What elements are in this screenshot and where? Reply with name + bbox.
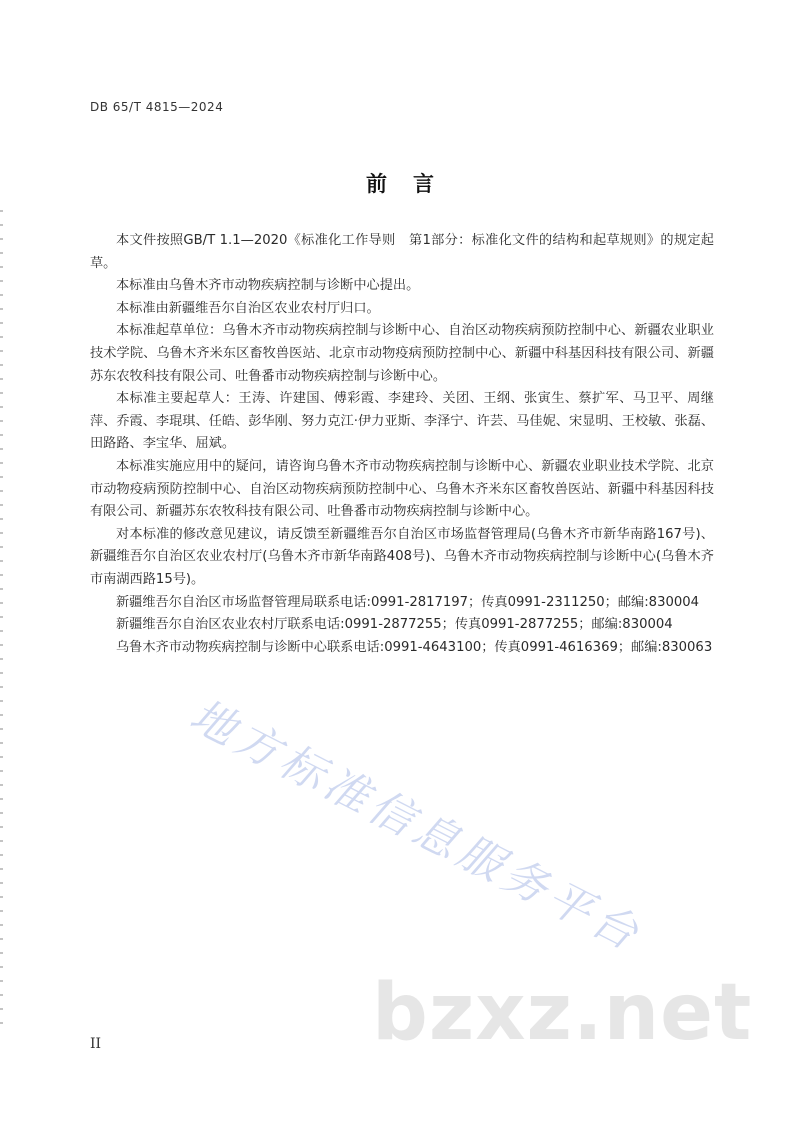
paragraph-drafters: 本标准主要起草人：王涛、许建国、傅彩霞、李建玲、关团、王纲、张寅生、蔡扩军、马卫平、周继萍、乔霞、李琨琪、任皓、彭华刚、努力克江·伊力亚斯、李泽宁、许芸、马佳妮、宋显明、王校敏、张磊、田路路、李宝华、屈斌。 [90,391,715,452]
paragraph-feedback: 对本标准的修改意见建议，请反馈至新疆维吾尔自治区市场监督管理局(乌鲁木齐市新华南路167号)、新疆维吾尔自治区农业农村厅(乌鲁木齐市新华南路408号)、乌鲁木齐市动物疾病控制与诊断中心(乌鲁木齐市南湖西路15号)。 [90,526,714,587]
paragraph-drafting-units: 本标准起草单位：乌鲁木齐市动物疾病控制与诊断中心、自治区动物疾病预防控制中心、新疆农业职业技术学院、乌鲁木齐米东区畜牧兽医站、北京市动物疫病预防控制中心、新疆中科基因科技有限公司、新疆苏东农牧科技有限公司、吐鲁番市动物疾病控制与诊断中心。 [90,323,714,384]
paragraph-proposer: 本标准由乌鲁木齐市动物疾病控制与诊断中心提出。 [116,278,420,294]
document-code: DB 65/T 4815—2024 [90,100,224,114]
watermark-site-logo: bzxz.net [372,968,753,1058]
scan-edge-marks [0,210,3,1030]
watermark-platform-name: 地方标准信息服务平台 [181,689,651,963]
contact-line-animal-disease-center: 乌鲁木齐市动物疾病控制与诊断中心联系电话:0991-4643100；传真0991-4616369；邮编:830063 [116,639,713,655]
contact-line-market-bureau: 新疆维吾尔自治区市场监督管理局联系电话:0991-2817197；传真0991-2311250；邮编:830004 [116,594,700,610]
foreword-body [90,230,714,659]
paragraph-inquiries: 本标准实施应用中的疑问，请咨询乌鲁木齐市动物疾病控制与诊断中心、新疆农业职业技术学院、北京市动物疫病预防控制中心、自治区动物疾病预防控制中心、乌鲁木齐米东区畜牧兽医站、新疆中科基因科技有限公司、新疆苏东农牧科技有限公司、吐鲁番市动物疾病控制与诊断中心。 [90,458,714,520]
contact-line-agriculture-dept: 新疆维吾尔自治区农业农村厅联系电话:0991-2877255；传真0991-2877255；邮编:830004 [116,617,673,633]
paragraph-drafting-rules: 本文件按照GB/T 1.1—2020《标准化工作导则 第1部分：标准化文件的结构和起草规则》的规定起草。 [90,233,714,271]
page-number: II [90,1036,102,1052]
paragraph-administrator: 本标准由新疆维吾尔自治区农业农村厅归口。 [116,300,380,316]
page-title: 前言 [366,172,460,196]
